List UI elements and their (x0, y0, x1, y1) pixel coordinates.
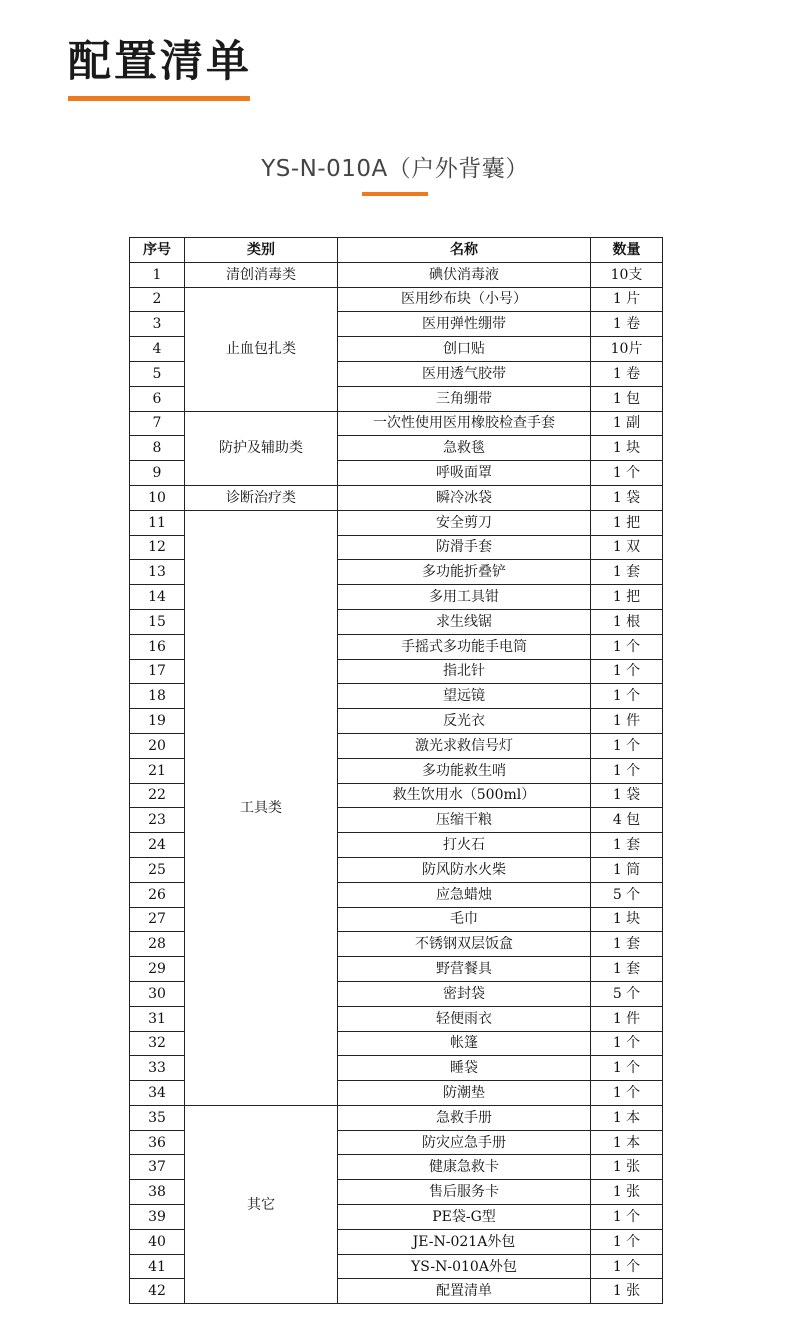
cell-no: 10 (130, 485, 185, 510)
cell-no: 27 (130, 907, 185, 932)
cell-name: 求生线锯 (338, 609, 591, 634)
header-qty: 数量 (591, 238, 663, 263)
table-row (130, 510, 663, 535)
cell-category: 防护及辅助类 (185, 411, 338, 485)
cell-no: 8 (130, 436, 185, 461)
cell-name: 密封袋 (338, 981, 591, 1006)
cell-no: 12 (130, 535, 185, 560)
cell-no: 30 (130, 981, 185, 1006)
cell-qty: 1 把 (591, 585, 663, 610)
cell-name: 售后服务卡 (338, 1180, 591, 1205)
cell-name: 一次性使用医用橡胶检查手套 (338, 411, 591, 436)
cell-no: 21 (130, 758, 185, 783)
cell-no: 15 (130, 609, 185, 634)
cell-name: 不锈钢双层饭盒 (338, 932, 591, 957)
cell-qty: 1 个 (591, 1254, 663, 1279)
cell-no: 6 (130, 386, 185, 411)
cell-qty: 1 卷 (591, 361, 663, 386)
cell-name: 野营餐具 (338, 957, 591, 982)
cell-name: 碘伏消毒液 (338, 262, 591, 287)
cell-qty: 1 张 (591, 1279, 663, 1304)
cell-qty: 1 个 (591, 1205, 663, 1230)
cell-no: 42 (130, 1279, 185, 1304)
cell-no: 29 (130, 957, 185, 982)
cell-no: 31 (130, 1006, 185, 1031)
table-row (130, 262, 663, 287)
cell-qty: 10支 (591, 262, 663, 287)
table-row (130, 411, 663, 436)
header-no: 序号 (130, 238, 185, 263)
cell-name: 三角绷带 (338, 386, 591, 411)
table-header-row (130, 238, 663, 263)
cell-qty: 1 套 (591, 560, 663, 585)
cell-no: 38 (130, 1180, 185, 1205)
cell-name: YS-N-010A外包 (338, 1254, 591, 1279)
cell-name: 多功能折叠铲 (338, 560, 591, 585)
cell-no: 19 (130, 709, 185, 734)
cell-no: 2 (130, 287, 185, 312)
cell-qty: 1 把 (591, 510, 663, 535)
config-table (129, 237, 663, 1304)
cell-no: 13 (130, 560, 185, 585)
title-underline (68, 96, 250, 101)
cell-no: 32 (130, 1031, 185, 1056)
cell-no: 40 (130, 1229, 185, 1254)
cell-no: 41 (130, 1254, 185, 1279)
cell-name: 急救手册 (338, 1105, 591, 1130)
cell-no: 5 (130, 361, 185, 386)
cell-name: 多功能救生哨 (338, 758, 591, 783)
cell-name: 医用纱布块（小号） (338, 287, 591, 312)
cell-qty: 1 个 (591, 659, 663, 684)
cell-no: 26 (130, 882, 185, 907)
subtitle-underline (362, 192, 428, 196)
cell-qty: 1 个 (591, 634, 663, 659)
cell-qty: 1 包 (591, 386, 663, 411)
cell-qty: 1 本 (591, 1105, 663, 1130)
cell-category: 其它 (185, 1105, 338, 1303)
cell-name: 创口贴 (338, 337, 591, 362)
cell-name: 反光衣 (338, 709, 591, 734)
cell-no: 22 (130, 783, 185, 808)
cell-no: 24 (130, 833, 185, 858)
cell-qty: 1 个 (591, 1056, 663, 1081)
cell-qty: 1 个 (591, 461, 663, 486)
cell-name: JE-N-021A外包 (338, 1229, 591, 1254)
cell-qty: 1 套 (591, 932, 663, 957)
cell-no: 16 (130, 634, 185, 659)
cell-category: 诊断治疗类 (185, 485, 338, 510)
header-category: 类别 (185, 238, 338, 263)
cell-name: 健康急救卡 (338, 1155, 591, 1180)
cell-no: 17 (130, 659, 185, 684)
table-row (130, 485, 663, 510)
cell-qty: 1 本 (591, 1130, 663, 1155)
cell-category: 工具类 (185, 510, 338, 1105)
cell-name: 手摇式多功能手电筒 (338, 634, 591, 659)
cell-name: 毛巾 (338, 907, 591, 932)
cell-no: 3 (130, 312, 185, 337)
cell-name: 救生饮用水（500ml） (338, 783, 591, 808)
cell-name: 指北针 (338, 659, 591, 684)
cell-name: 帐篷 (338, 1031, 591, 1056)
cell-qty: 5 个 (591, 981, 663, 1006)
cell-qty: 1 件 (591, 1006, 663, 1031)
cell-qty: 4 包 (591, 808, 663, 833)
table-body (130, 262, 663, 1303)
cell-qty: 1 筒 (591, 857, 663, 882)
cell-no: 1 (130, 262, 185, 287)
cell-name: 压缩干粮 (338, 808, 591, 833)
cell-qty: 1 个 (591, 733, 663, 758)
cell-no: 28 (130, 932, 185, 957)
cell-qty: 1 片 (591, 287, 663, 312)
table-row (130, 1105, 663, 1130)
cell-qty: 1 袋 (591, 485, 663, 510)
cell-qty: 1 双 (591, 535, 663, 560)
cell-no: 4 (130, 337, 185, 362)
cell-name: 呼吸面罩 (338, 461, 591, 486)
cell-name: 多用工具钳 (338, 585, 591, 610)
cell-qty: 1 套 (591, 957, 663, 982)
cell-no: 23 (130, 808, 185, 833)
cell-name: 医用弹性绷带 (338, 312, 591, 337)
cell-no: 35 (130, 1105, 185, 1130)
cell-name: 轻便雨衣 (338, 1006, 591, 1031)
cell-qty: 1 根 (591, 609, 663, 634)
cell-qty: 1 块 (591, 907, 663, 932)
cell-name: PE袋-G型 (338, 1205, 591, 1230)
cell-qty: 1 个 (591, 1031, 663, 1056)
cell-name: 睡袋 (338, 1056, 591, 1081)
cell-name: 打火石 (338, 833, 591, 858)
cell-name: 望远镜 (338, 684, 591, 709)
cell-qty: 10片 (591, 337, 663, 362)
cell-name: 激光求救信号灯 (338, 733, 591, 758)
cell-name: 防滑手套 (338, 535, 591, 560)
product-subtitle: YS-N-010A（户外背囊） (261, 156, 529, 182)
cell-qty: 1 张 (591, 1180, 663, 1205)
cell-name: 急救毯 (338, 436, 591, 461)
cell-no: 34 (130, 1081, 185, 1106)
cell-no: 7 (130, 411, 185, 436)
cell-no: 25 (130, 857, 185, 882)
cell-name: 防灾应急手册 (338, 1130, 591, 1155)
cell-qty: 1 副 (591, 411, 663, 436)
cell-name: 防潮垫 (338, 1081, 591, 1106)
cell-name: 医用透气胶带 (338, 361, 591, 386)
cell-qty: 1 块 (591, 436, 663, 461)
cell-name: 应急蜡烛 (338, 882, 591, 907)
cell-no: 14 (130, 585, 185, 610)
cell-no: 39 (130, 1205, 185, 1230)
cell-qty: 1 个 (591, 684, 663, 709)
cell-qty: 1 张 (591, 1155, 663, 1180)
cell-no: 18 (130, 684, 185, 709)
cell-no: 36 (130, 1130, 185, 1155)
cell-no: 11 (130, 510, 185, 535)
cell-qty: 1 个 (591, 1229, 663, 1254)
cell-qty: 1 个 (591, 758, 663, 783)
cell-name: 安全剪刀 (338, 510, 591, 535)
cell-no: 33 (130, 1056, 185, 1081)
cell-qty: 1 个 (591, 1081, 663, 1106)
header-name: 名称 (338, 238, 591, 263)
cell-name: 配置清单 (338, 1279, 591, 1304)
table-row (130, 287, 663, 312)
cell-qty: 1 件 (591, 709, 663, 734)
cell-no: 9 (130, 461, 185, 486)
cell-qty: 5 个 (591, 882, 663, 907)
cell-category: 清创消毒类 (185, 262, 338, 287)
cell-qty: 1 套 (591, 833, 663, 858)
cell-qty: 1 卷 (591, 312, 663, 337)
cell-no: 20 (130, 733, 185, 758)
cell-category: 止血包扎类 (185, 287, 338, 411)
page-title: 配置清单 (68, 37, 252, 87)
cell-name: 防风防水火柴 (338, 857, 591, 882)
cell-no: 37 (130, 1155, 185, 1180)
cell-name: 瞬冷冰袋 (338, 485, 591, 510)
cell-qty: 1 袋 (591, 783, 663, 808)
